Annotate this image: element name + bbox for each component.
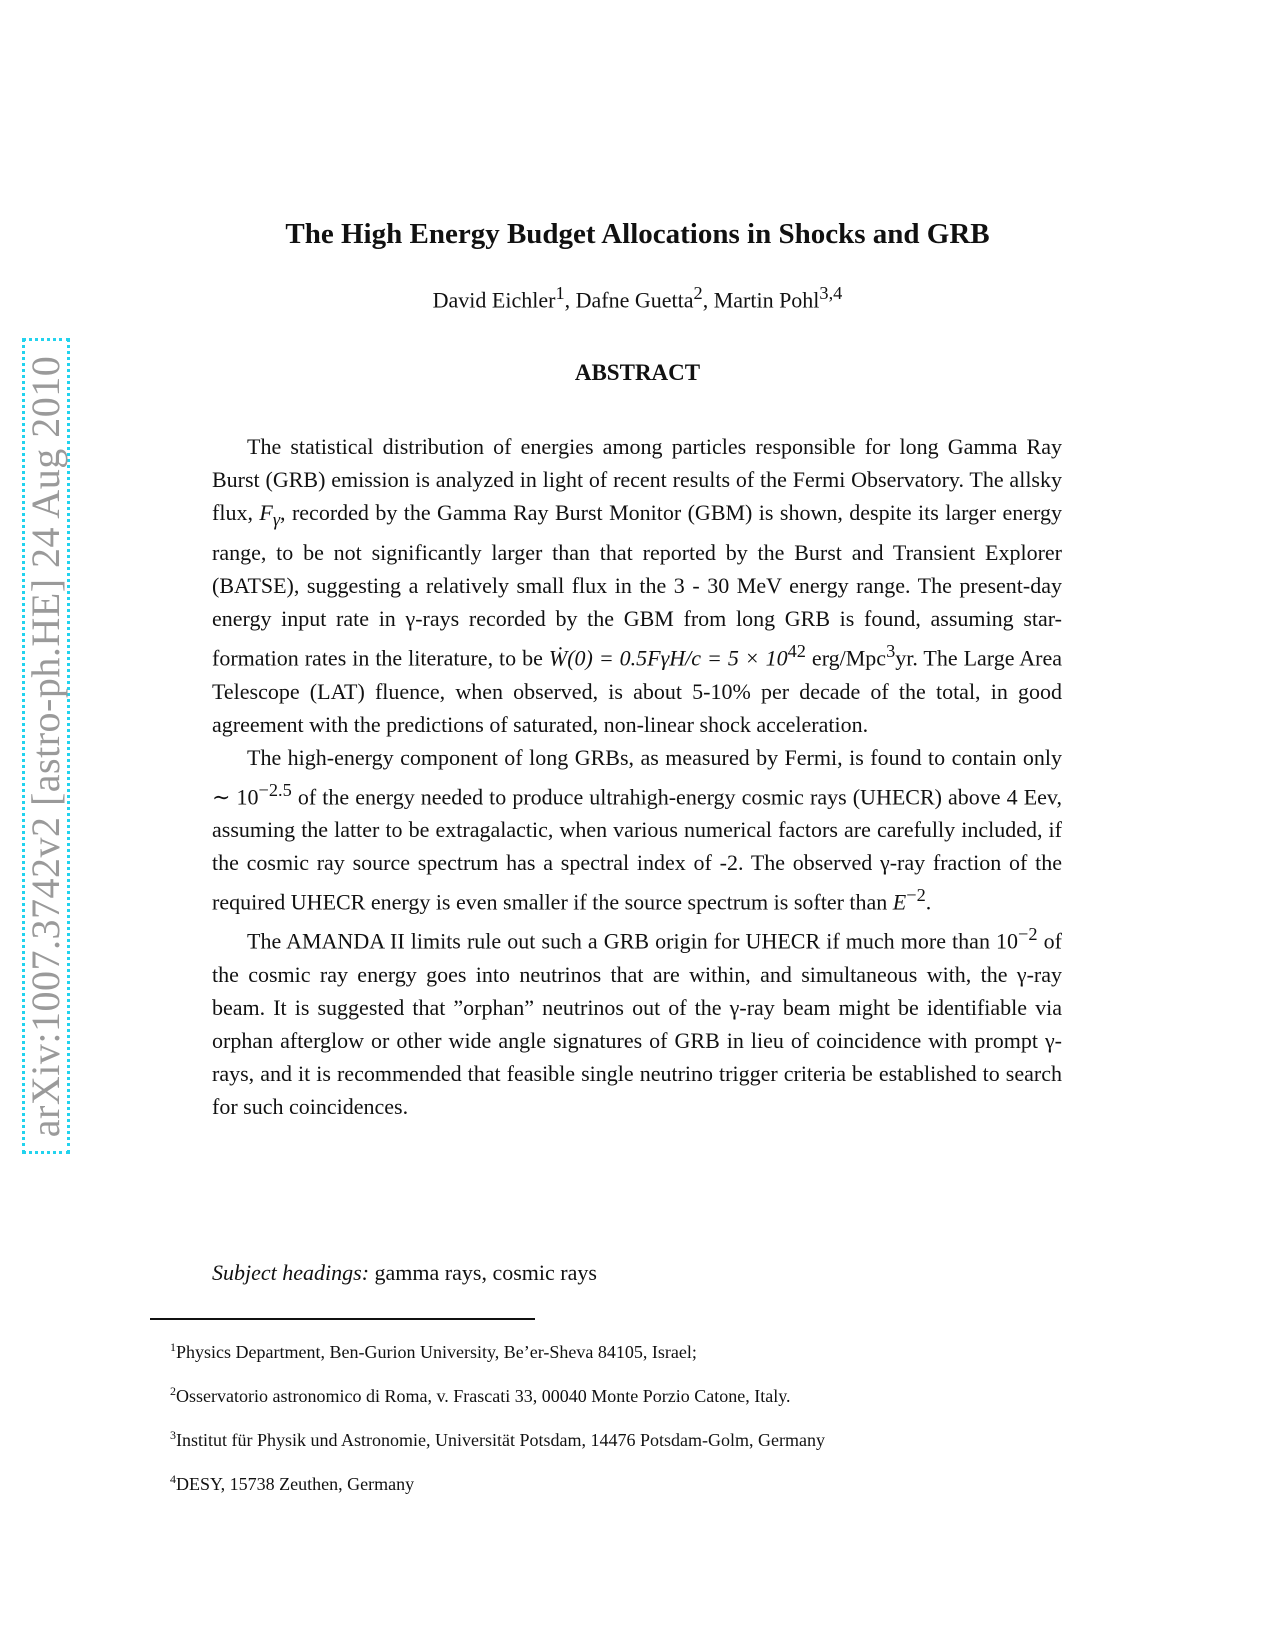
abstract-text: erg/Mpc: [805, 645, 887, 671]
math-superscript: −2: [1018, 924, 1038, 945]
footnote-number: 3: [170, 1428, 176, 1442]
abstract-text: of the energy needed to produce ultrahigh-energy cosmic rays (UHECR) above 4 Eev, assuming the latter to be extragalactic, when various numerical factors are carefully included, if the cosmic ray source spectrum has a spectral index of -2. The observed γ-ray fraction of the required UHECR energy is even smaller if the source spectrum is softer than: [212, 784, 1063, 915]
footnote: [170, 1424, 825, 1451]
author-affiliation-mark: 2: [693, 283, 703, 303]
abstract-paragraph: [212, 741, 1062, 919]
footnote: [170, 1380, 825, 1407]
subject-headings-value: gamma rays, cosmic rays: [369, 1260, 597, 1285]
abstract-text: yr. The Large Area Telescope (LAT) fluence, when observed, is about 5-10% per decade of the total, in good agreement with the predictions of saturated, non-linear shock acceleration.: [212, 645, 1063, 737]
math-subscript: γ: [272, 509, 281, 530]
footnote-text: Institut für Physik und Astronomie, Universität Potsdam, 14476 Potsdam-Golm, Germany: [176, 1430, 825, 1450]
author-list: David Eichler$^1$, Dafne Guetta$^2$, Martin Pohl$^{3,4}$: [432, 283, 843, 313]
abstract-text: The high-energy component of long GRBs, as measured by Fermi, is found to contain only ∼ 10: [212, 744, 1062, 810]
footnote-number: 1: [170, 1340, 176, 1354]
abstract-text: The statistical distribution of energies among particles responsible for long Gamma Ray Burst (GRB) emission is analyzed in light of recent results of the Fermi Observatory. The allsky flux,: [212, 434, 1062, 525]
abstract-heading: ABSTRACT: [574, 360, 701, 385]
footnotes: [170, 1336, 825, 1512]
math-superscript: 3: [886, 641, 896, 662]
footnote: [170, 1336, 825, 1363]
footnote-divider: [150, 1318, 535, 1320]
footnote-text: Physics Department, Ben-Gurion University, Be’er-Sheva 84105, Israel;: [176, 1342, 697, 1362]
math-superscript: −2.5: [258, 779, 292, 800]
footnote-text: DESY, 15738 Zeuthen, Germany: [176, 1474, 415, 1494]
subject-headings-label: Subject headings:: [212, 1260, 370, 1285]
abstract-paragraph: [212, 918, 1062, 1122]
abstract-text: of the cosmic ray energy goes into neutrinos that are within, and simultaneous with, the γ-ray beam. It is suggested that ”orphan” neutrinos out of the γ-ray beam might be identifiable via orphan afterglow or other wide angle signatures of GRB in lieu of coincidence with prompt γ-rays, and it is recommended that feasible single neutrino trigger criteria be established to search for such coincidences.: [212, 928, 1062, 1119]
abstract-text: The AMANDA II limits rule out such a GRB origin for UHECR if much more than 10: [247, 928, 1019, 954]
author-affiliation-mark: 3,4: [819, 283, 843, 303]
subject-headings: [212, 1260, 1062, 1286]
footnote-number: 2: [170, 1384, 176, 1398]
math-equation: Ẇ(0) = 0.5FγH/c = 5 × 10: [548, 645, 788, 671]
abstract-text: .: [925, 889, 932, 915]
math-superscript: −2: [906, 885, 926, 906]
math-superscript: 42: [787, 641, 806, 662]
abstract-paragraph: [212, 430, 1062, 741]
author-affiliation-mark: 1: [555, 283, 565, 303]
arxiv-identifier-text: arXiv:1007.3742v2 [astro-ph.HE] 24 Aug 2010: [23, 355, 69, 1137]
author-name: Martin Pohl: [713, 287, 820, 313]
math-symbol: F: [259, 500, 273, 525]
abstract-body: [212, 430, 1062, 1123]
footnote: [170, 1468, 825, 1495]
paper-title: The High Energy Budget Allocations in Shocks and GRB: [285, 218, 990, 250]
footnote-text: Osservatorio astronomico di Roma, v. Frascati 33, 00040 Monte Porzio Catone, Italy.: [176, 1386, 791, 1406]
footnote-number: 4: [170, 1472, 176, 1486]
math-symbol: E: [892, 889, 907, 915]
author-name: David Eichler: [432, 287, 556, 313]
arxiv-identifier-stamp[interactable]: [22, 338, 70, 1154]
author-name: Dafne Guetta: [575, 287, 694, 313]
abstract-text: , recorded by the Gamma Ray Burst Monitor (GBM) is shown, despite its larger energy range, to be not significantly larger than that reported by the Burst and Transient Explorer (BATSE), suggesting a relatively small flux in the 3 - 30 MeV energy range. The present-day energy input rate in γ-rays recorded by the GBM from long GRB is found, assuming star-formation rates in the literature, to be: [212, 500, 1062, 671]
